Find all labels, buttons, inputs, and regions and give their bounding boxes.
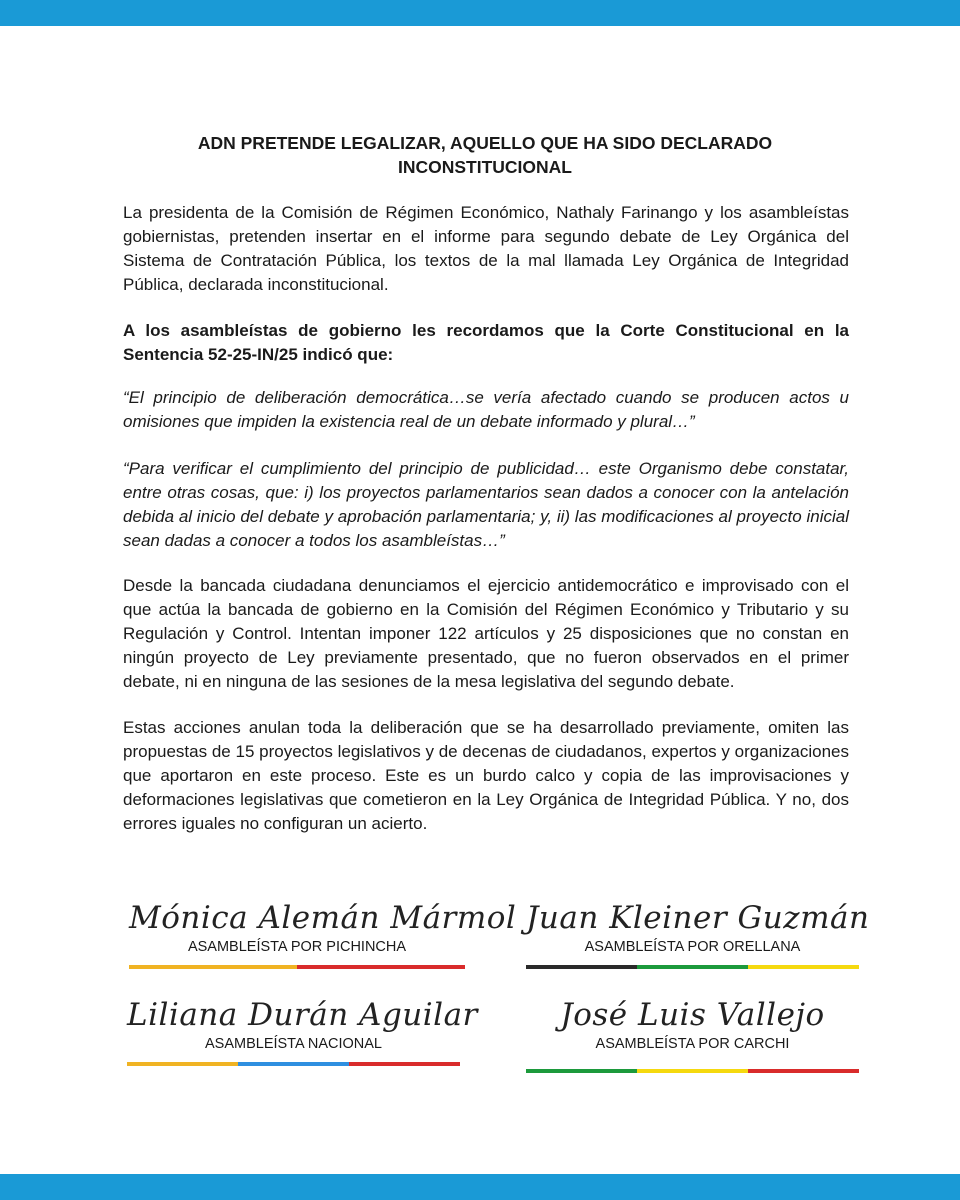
bottom-frame-bar [0,1174,960,1200]
top-frame-bar [0,0,960,26]
flag-stripe-segment [526,965,637,969]
signature-role: ASAMBLEÍSTA POR ORELLANA [584,939,801,955]
flag-stripe [526,1069,859,1073]
quote-publicity: “Para verificar el cumplimiento del principio de publicidad… este Organismo debe constatar, entre otras cosas, que: i) los proyectos parlamentarios sean dados a conocer con la antelación debida al inicio del debate y aprobación parlamentaria; y, ii) las modificaciones al proyecto inicial sean dadas a conocer a todos los asambleístas…” [123,459,849,550]
flag-stripe-segment [238,1062,349,1066]
signature-name: José Luis Vallejo [560,997,825,1033]
signature-block [129,898,517,969]
denounce-paragraph: Desde la bancada ciudadana denunciamos el ejercicio antidemocrático e improvisado con el que actúa la bancada de gobierno en la Comisión del Régimen Económico y Tributario y su Regulación y Control. Intentan imponer 122 artículos y 25 disposiciones que no constan en ningún proyecto de Ley previamente presentado, que no fueron observados en el primer debate, ni en ninguna de las sesiones de la mesa legislativa del segundo debate. [123,576,849,691]
flag-stripe-segment [526,1069,637,1073]
flag-stripe [526,965,859,969]
signature-name: Mónica Alemán Mármol [129,900,517,936]
document-title: ADN PRETENDE LEGALIZAR, AQUELLO QUE HA SIDO DECLARADO INCONSTITUCIONAL [197,133,773,177]
signature-block [526,898,870,969]
flag-stripe-segment [129,965,297,969]
signature-role: ASAMBLEÍSTA POR PICHINCHA [187,939,407,955]
flag-stripe [129,965,465,969]
signature-block [526,995,859,1073]
signature-role: ASAMBLEÍSTA POR CARCHI [595,1036,790,1052]
flag-stripe-segment [297,965,465,969]
flag-stripe-segment [637,1069,748,1073]
flag-stripe-segment [748,965,859,969]
flag-stripe-segment [748,1069,859,1073]
flag-stripe [127,1062,460,1066]
closing-paragraph: Estas acciones anulan toda la deliberación que se ha desarrollado previamente, omiten las propuestas de 15 proyectos legislativos y de decenas de ciudadanos, expertos y organizaciones que aportaron en este proceso. Este es un burdo calco y copia de las improvisaciones y deformaciones legislativas que cometieron en la Ley Orgánica de Integridad Pública. Y no, dos errores iguales no configuran un acierto. [123,718,849,833]
signature-role: ASAMBLEÍSTA NACIONAL [204,1036,382,1052]
flag-stripe-segment [349,1062,460,1066]
signature-name: Liliana Durán Aguilar [127,997,478,1033]
intro-paragraph: La presidenta de la Comisión de Régimen Económico, Nathaly Farinango y los asambleístas gobiernistas, pretenden insertar en el informe para segundo debate de Ley Orgánica del Sistema de Contratación Pública, los textos de la mal llamada Ley Orgánica de Integridad Pública, declarada inconstitucional. [123,203,849,294]
quote-deliberation: “El principio de deliberación democrática…se vería afectado cuando se producen actos u omisiones que impiden la existencia real de un debate informado y plural…” [123,388,849,431]
signature-block [127,995,478,1066]
signature-name: Juan Kleiner Guzmán [526,900,870,936]
flag-stripe-segment [127,1062,238,1066]
flag-stripe-segment [637,965,748,969]
reminder-paragraph: A los asambleístas de gobierno les recordamos que la Corte Constitucional en la Sentencia 52-25-IN/25 indicó que: [123,321,849,364]
